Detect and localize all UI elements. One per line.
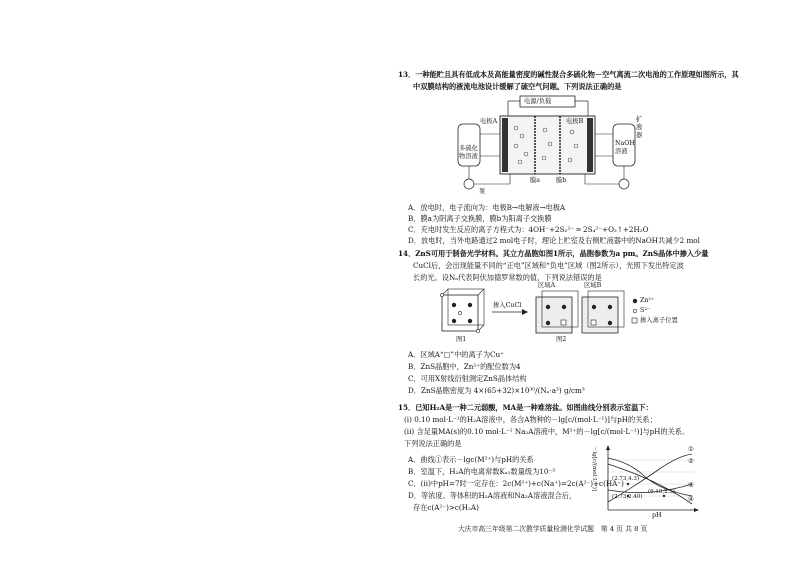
q15-stem-line2: (i) 0.10 mol·L⁻¹的H₂A溶液中，各含A物种的－lg[c/(mol·L⁻¹)]与pH的关系； <box>404 415 657 424</box>
curve-label-2: ② <box>688 458 694 465</box>
membrane-b-label: 膜b <box>556 177 567 184</box>
q15-option-a: A．曲线①表示－lgc(M²⁺)与pH的关系 <box>408 455 534 464</box>
page-footer: 大庆市高三年级第二次教学质量检测化学试题 第 4 页 共 8 页 <box>458 525 648 533</box>
q14-stem-line1: 14．ZnS可用于制备光学材料。其立方晶胞如图1所示，晶胞参数为a pm。ZnS晶体中掺入少量 <box>398 249 709 258</box>
q14-option-c: C．可用X射线衍射测定ZnS晶体结构 <box>408 374 527 383</box>
electrode-a-label: 电极A <box>480 118 498 125</box>
pump-right <box>619 179 629 189</box>
region-a-label: 区域A <box>538 282 556 289</box>
q15-option-c: C．(ii)中pH=7时一定存在：2c(M²⁺)+c(Na⁺)=2c(A²⁻)+c(HA⁻) <box>408 479 624 488</box>
electrode-b <box>587 118 593 172</box>
q13-option-c: C．充电时发生反应的离子方程式为：4OH⁻+2S₂²⁻ ═ 2S₄²⁻+O₂↑+2H₂O <box>408 225 649 234</box>
graph-point-1: (2.73,4.3) <box>612 476 640 482</box>
q14-option-a: A．区域A“□”中的离子为Cu⁺ <box>408 350 504 359</box>
q13-option-d: D．放电时，当外电路通过2 mol电子时，理论上贮室及右侧贮液器中的NaOH共减少2 mol <box>408 236 700 245</box>
unit-cell-region-a <box>536 291 578 333</box>
membrane-a-label: 膜a <box>530 177 541 184</box>
q13-stem-line2: 中双膜结构的液流电池设计缓解了硫空气问题。下列说法正确的是 <box>413 82 622 91</box>
electrode-a <box>502 118 508 172</box>
fig2-caption: 图2 <box>556 336 567 343</box>
region-b-label: 区域B <box>584 282 602 289</box>
left-tank-label: 多硫化物溶液 <box>459 145 478 160</box>
q13-stem-line1: 13．一种能贮且具有低成本及高能量密度的碱性混合多硫化物－空气离流二次电池的工作原理如图所示，其 <box>398 70 739 79</box>
graph-ylabel: －lg[c/(mol·L⁻¹)] <box>590 446 597 492</box>
curve-label-4: ④ <box>688 496 694 503</box>
right-device-label: 扩液器 <box>636 116 643 139</box>
q15-option-d: D．等浓度、等体积的H₂A溶液和Na₂A溶液混合后， <box>408 491 577 500</box>
q15-option-b: B．室温下，H₂A的电离常数Kₐ₁数量级为10⁻³ <box>408 467 556 476</box>
unit-cell-region-b <box>582 291 624 333</box>
legend-zn: Zn²⁺ <box>640 297 655 304</box>
q14-stem-line3: 长的光。设Nₐ代表阿伏加德罗常数的值，下列说法错误的是 <box>413 273 602 282</box>
q15-stem-line4: 下列说法正确的是 <box>404 439 462 448</box>
curve-label-3: ③ <box>688 482 694 489</box>
pump-label: 泵 <box>479 188 486 195</box>
power-load-label: 电源/负载 <box>524 98 552 105</box>
curve-label-1: ① <box>688 446 694 453</box>
electrode-b-label: 电极B <box>566 118 584 125</box>
q14-stem-line2: CuCl后，会出现能量不同的“正电”区域和“负电”区域（图2所示），光照下发出特定波 <box>413 261 684 270</box>
q15-option-d-cont: 存在c(A²⁻)>c(H₂A) <box>413 503 479 512</box>
right-tank-label: NaOH溶液 <box>615 140 635 155</box>
unit-cell-fig1 <box>440 289 484 333</box>
q14-option-d: D．ZnS晶胞密度为 4×(65+32)×10³⁰/(Nₐ·a³) g/cm³ <box>408 386 585 395</box>
graph-point-2: (2.73,2.40) <box>612 494 643 500</box>
pump-left <box>464 179 474 189</box>
q15-stem-line3: (ii) 含足量MA(s)的0.10 mol·L⁻¹ Na₂A溶液中，M²⁺的－lg[c/(mol·L⁻¹)]与pH的关系。 <box>404 427 690 436</box>
q14-crystal-figure <box>440 285 670 340</box>
graph-xlabel: pH <box>652 512 662 519</box>
q14-option-b: B．ZnS晶胞中，Zn²⁺的配位数为4 <box>408 362 521 371</box>
dope-arrow-label: 掺入CuCl <box>493 302 522 309</box>
graph-point-3: (6.10,2.3) <box>648 489 676 495</box>
fig1-caption: 图1 <box>456 336 467 343</box>
q15-stem-line1: 15．已知H₂A是一种二元弱酸，MA是一种难溶盐。如图曲线分别表示室温下： <box>398 403 653 412</box>
legend-s: S²⁻ <box>640 307 651 314</box>
legend-dopant: 掺入离子位置 <box>640 317 678 324</box>
q13-option-b: B．膜a为阴离子交换膜，膜b为阳离子交换膜 <box>408 214 552 223</box>
q13-option-a: A．放电时，电子流向为：电极B→电解液→电极A <box>408 203 566 212</box>
